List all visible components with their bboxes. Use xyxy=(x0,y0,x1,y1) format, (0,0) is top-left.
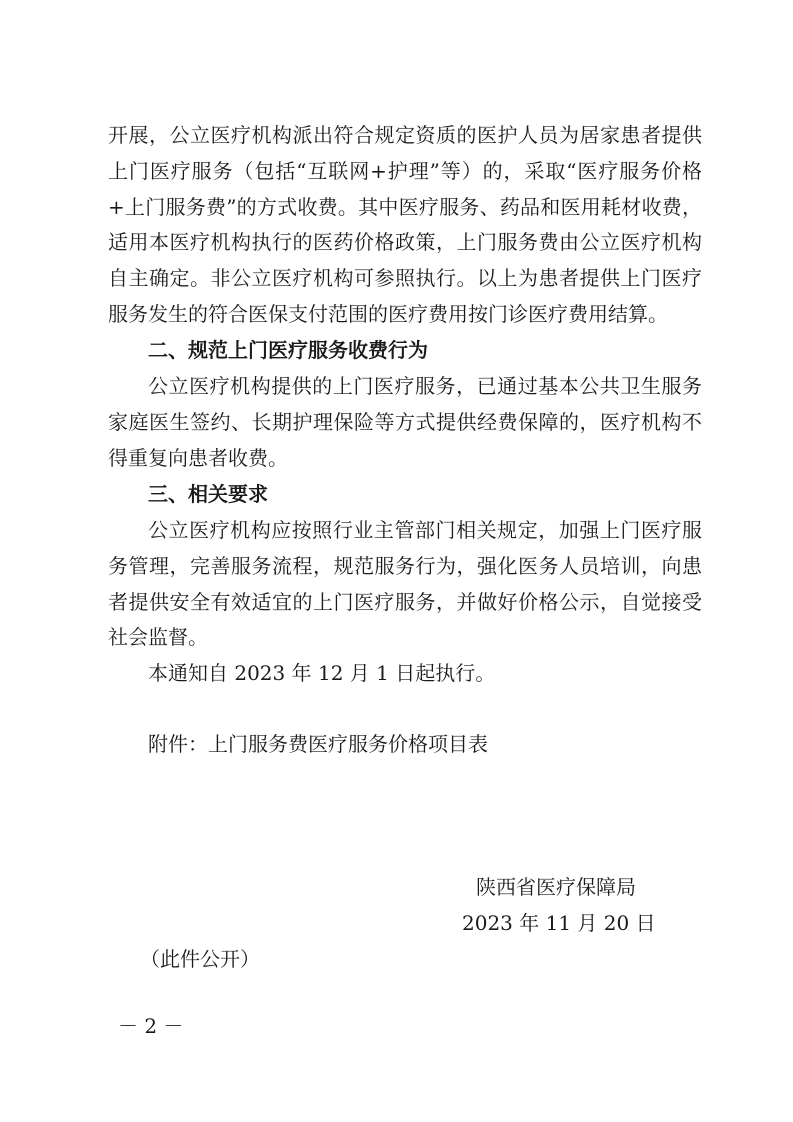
attachment-line: 附件：上门服务费医疗服务价格项目表 xyxy=(148,732,488,756)
section-2-body: 公立医疗机构提供的上门医疗服务，已通过基本公共卫生服务家庭医生签约、长期护理保险等方式提供经费保障的，医疗机构不得重复向患者收费。 xyxy=(108,374,702,470)
intro-paragraph: 开展，公立医疗机构派出符合规定资质的医护人员为居家患者提供上门医疗服务（包括“互联网+护理”等）的，采取“医疗服务价格+上门服务费”的方式收费。其中医疗服务、药品和医用耗材收费，适用本医疗机构执行的医药价格政策，上门服务费由公立医疗机构自主确定。非公立医疗机构可参照执行。以上为患者提供上门医疗服务发生的符合医保支付范围的医疗费用按门诊医疗费用结算。 xyxy=(108,123,702,326)
section-2-heading: 二、规范上门医疗服务收费行为 xyxy=(148,338,428,362)
effective-notice: 本通知自 2023 年 12 月 1 日起执行。 xyxy=(148,661,496,685)
section-3-body: 公立医疗机构应按照行业主管部门相关规定，加强上门医疗服务管理，完善服务流程，规范服务行为，强化医务人员培训，向患者提供安全有效适宜的上门医疗服务，并做好价格公示，自觉接受社会监督。 xyxy=(108,518,702,650)
section-3-heading: 三、相关要求 xyxy=(148,482,268,506)
signature-organization: 陕西省医疗保障局 xyxy=(476,875,636,899)
disclosure-note: （此件公开） xyxy=(140,947,260,971)
signature-date: 2023 年 11 月 20 日 xyxy=(462,911,656,935)
page-number: － 2 － xyxy=(118,1014,184,1038)
